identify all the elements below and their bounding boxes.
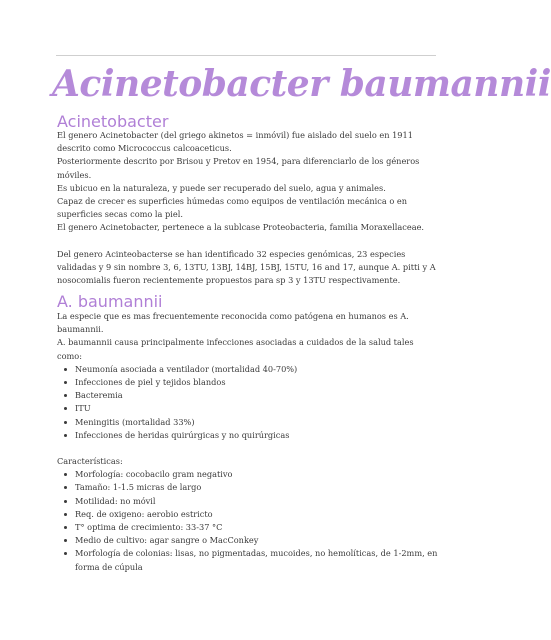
section-a-baumannii-body bbox=[57, 310, 439, 574]
section-heading-acinetobacter: Acinetobacter bbox=[57, 112, 169, 131]
list-item: Medio de cultivo: agar sangre o MacConkey bbox=[57, 534, 439, 547]
list-item: T° optima de crecimiento: 33-37 °C bbox=[57, 521, 439, 534]
list-item: Infecciones de piel y tejidos blandos bbox=[57, 376, 439, 389]
page-title: Acinetobacter baumannii bbox=[52, 63, 551, 105]
characteristics-label: Características: bbox=[57, 456, 123, 467]
paragraph: La especie que es mas frecuentemente reconocida como patógena en humanos es A. baumannii. bbox=[57, 311, 409, 335]
list-item: Req. de oxigeno: aerobio estricto bbox=[57, 508, 439, 521]
paragraph: Posteriormente descrito por Brisou y Pretov en 1954, para diferenciarlo de los géneros móviles. bbox=[57, 156, 420, 180]
paragraph: El genero Acinetobacter, pertenece a la sublcase Proteobacteria, familia Moraxellaceae. bbox=[57, 222, 425, 233]
list-item: Tamaño: 1-1.5 micras de largo bbox=[57, 481, 439, 494]
paragraph: Es ubicuo en la naturaleza, y puede ser recuperado del suelo, agua y animales. bbox=[57, 182, 386, 193]
list-item: Motilidad: no móvil bbox=[57, 495, 439, 508]
infections-list bbox=[57, 363, 439, 442]
list-item: Bacteremia bbox=[57, 389, 439, 402]
list-item: Morfología: cocobacilo gram negativo bbox=[57, 468, 439, 481]
paragraph: Del genero Acinteobacterse se han identificado 32 especies genómicas, 23 especies validadas y 9 sin nombre 3, 6, 13TU, 13BJ, 14BJ, 15BJ, 15TU, 16 and 17, aunque A. pitti y A nosocomialis fueron recientemente propuestos para sp 3 y 13TU respectivamente. bbox=[57, 248, 436, 286]
paragraph: Capaz de crecer es superficies húmedas como equipos de ventilación mecánica o en superficies secas como la piel. bbox=[57, 196, 407, 220]
paragraph: El genero Acinetobacter (del griego akinetos = inmóvil) fue aislado del suelo en 1911 descrito como Micrococcus calcoaceticus. bbox=[57, 130, 413, 154]
list-item: Neumonía asociada a ventilador (mortalidad 40-70%) bbox=[57, 363, 439, 376]
section-heading-a-baumannii: A. baumannii bbox=[57, 292, 163, 311]
list-item: ITU bbox=[57, 402, 439, 415]
list-item: Meningitis (mortalidad 33%) bbox=[57, 416, 439, 429]
list-item: Morfología de colonias: lisas, no pigmentadas, mucoides, no hemolíticas, de 1-2mm, en forma de cúpula bbox=[57, 547, 439, 573]
paragraph: A. baumannii causa principalmente infecciones asociadas a cuidados de la salud tales como: bbox=[57, 337, 414, 361]
characteristics-list bbox=[57, 468, 439, 574]
list-item: Infecciones de heridas quirúrgicas y no quirúrgicas bbox=[57, 429, 439, 442]
section-acinetobacter-body bbox=[57, 129, 439, 287]
top-divider bbox=[56, 55, 436, 56]
